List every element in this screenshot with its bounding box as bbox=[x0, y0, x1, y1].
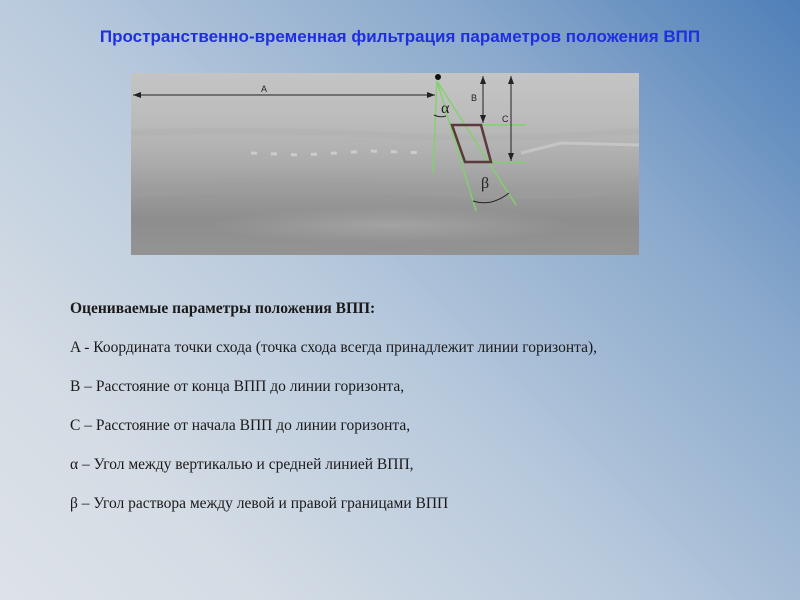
vanishing-point bbox=[435, 74, 441, 80]
runway-diagram bbox=[131, 73, 639, 255]
parameters-heading: Оцениваемые параметры положения ВПП: bbox=[70, 300, 376, 317]
ground-band bbox=[131, 185, 639, 194]
arrow-a-head-left bbox=[133, 92, 141, 98]
runway-lights bbox=[251, 151, 431, 155]
arrow-c-head-bottom bbox=[508, 153, 514, 161]
parameter-b: B – Расстояние от конца ВПП до линии горизонта, bbox=[70, 378, 405, 395]
parameter-beta: β – Угол раствора между левой и правой границами ВПП bbox=[70, 495, 449, 512]
slide-title: Пространственно-временная фильтрация параметров положения ВПП bbox=[99, 27, 701, 46]
parameter-alpha: α – Угол между вертикалью и средней линией ВПП, bbox=[70, 456, 414, 473]
label-c: C bbox=[502, 114, 509, 124]
arrow-a-head-right bbox=[427, 92, 435, 98]
ground-band bbox=[131, 131, 639, 138]
parameter-a: A - Координата точки схода (точка схода всегда принадлежит линии горизонта), bbox=[70, 339, 598, 356]
runway-image bbox=[131, 73, 639, 255]
label-b: B bbox=[471, 93, 478, 103]
arrow-b-head-top bbox=[480, 76, 486, 84]
label-a: A bbox=[261, 84, 268, 94]
ground-edge bbox=[521, 143, 639, 153]
label-alpha: α bbox=[441, 100, 450, 117]
arrow-b-head-bottom bbox=[480, 115, 486, 123]
label-beta: β bbox=[481, 175, 490, 192]
parameters-list bbox=[70, 300, 790, 534]
parameter-c: C – Расстояние от начала ВПП до линии горизонта, bbox=[70, 417, 411, 434]
arrow-c-head-top bbox=[508, 76, 514, 84]
